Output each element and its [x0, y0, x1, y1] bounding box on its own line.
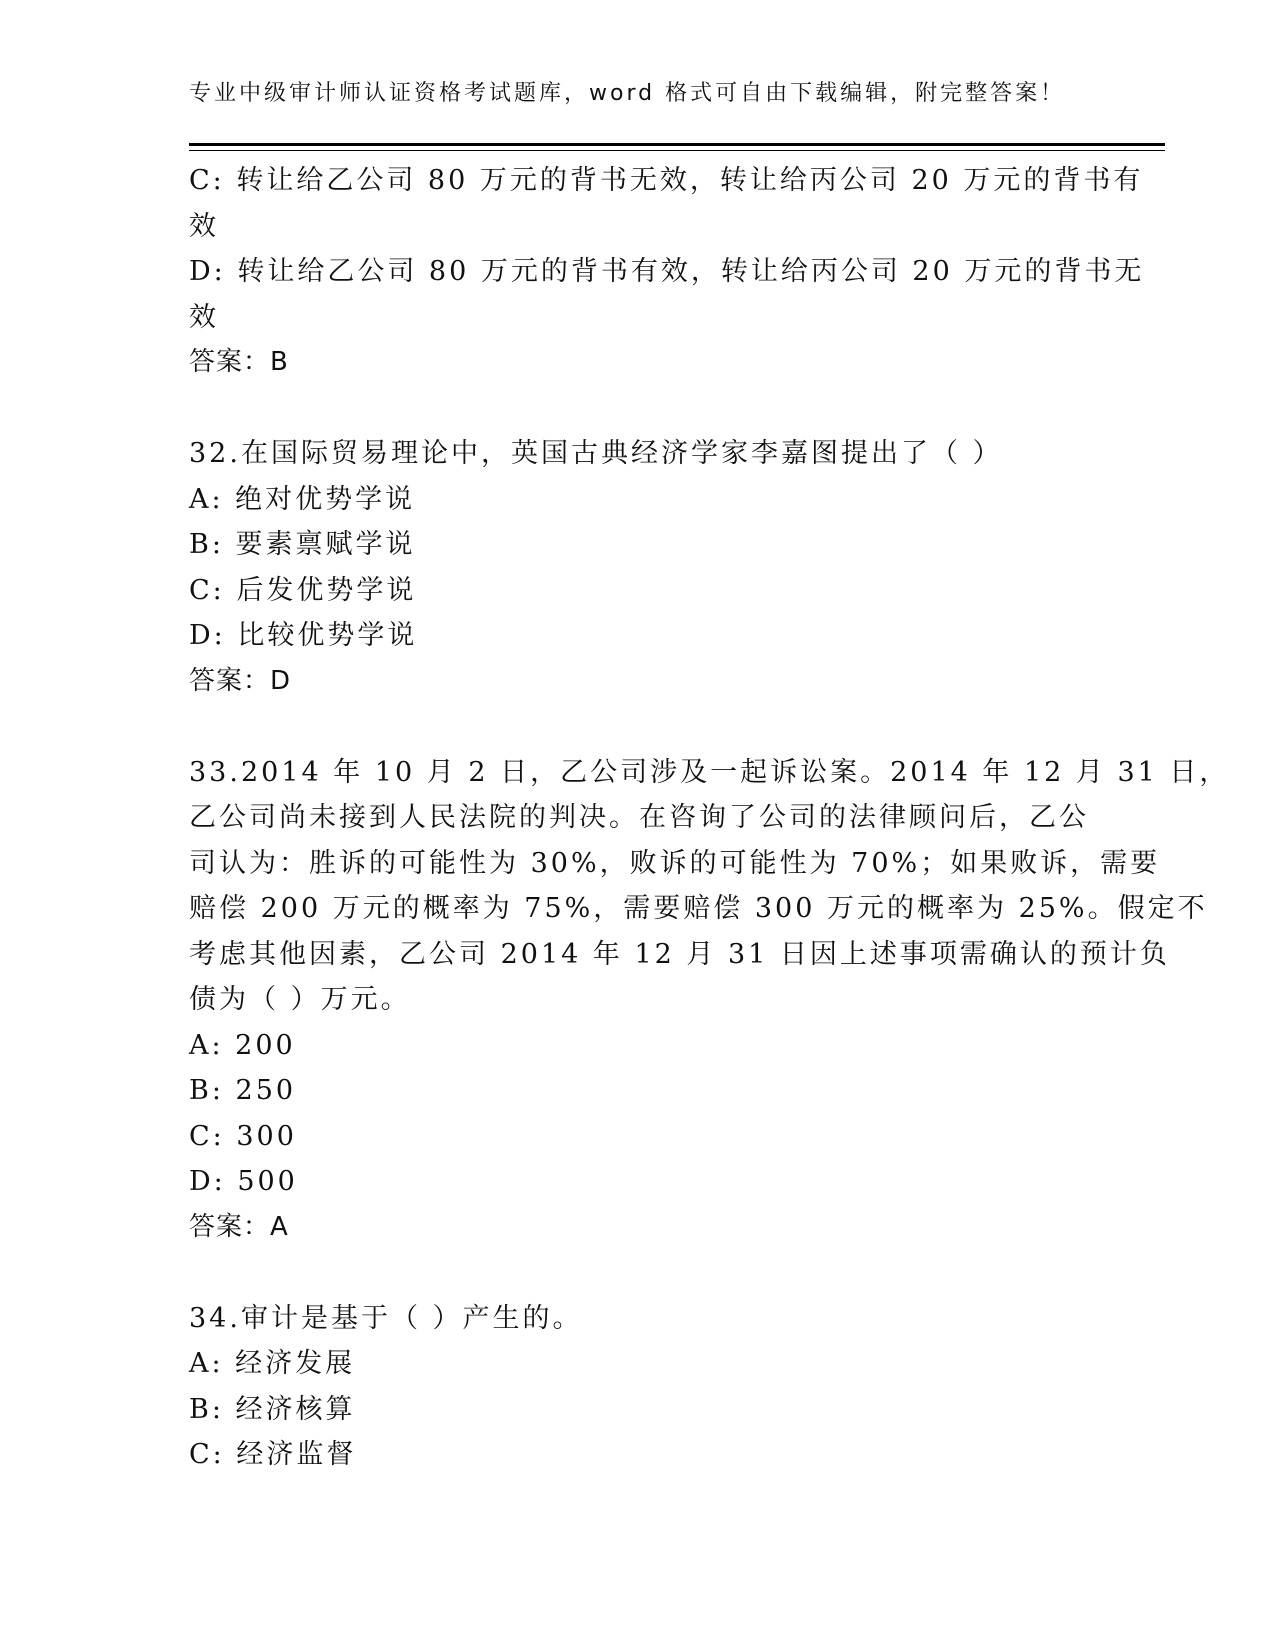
question-stem-line-2: 乙公司尚未接到人民法院的判决。在咨询了公司的法律顾问后，乙公 — [189, 802, 1089, 833]
question-stem-line-6: 债为（ ）万元。 — [189, 984, 411, 1015]
option-b: B: 经济核算 — [189, 1393, 356, 1425]
option-d-line-2: 效 — [189, 301, 219, 333]
question-stem: 32.在国际贸易理论中，英国古典经济学家李嘉图提出了（ ） — [189, 438, 1003, 469]
answer-31: 答案：B — [189, 347, 289, 377]
answer-33: 答案：A — [189, 1211, 289, 1242]
option-c-line-1: C: 转让给乙公司 80 万元的背书无效，转让给丙公司 20 万元的背书有 — [189, 165, 1144, 196]
question-31-tail — [189, 158, 1145, 386]
header-rule-thick — [189, 143, 1165, 146]
question-content — [189, 158, 1230, 1478]
question-stem-line-1: 33.2014 年 10 月 2 日，乙公司涉及一起诉讼案。2014 年 12 月 31 日， — [189, 756, 1230, 788]
header-rule-thin — [189, 150, 1165, 151]
question-stem-line-5: 考虑其他因素，乙公司 2014 年 12 月 31 日因上述事项需确认的预计负 — [189, 938, 1170, 970]
option-d: D: 500 — [189, 1166, 298, 1197]
option-c: C: 300 — [189, 1120, 297, 1152]
question-stem-line-3: 司认为：胜诉的可能性为 30%，败诉的可能性为 70%；如果败诉，需要 — [189, 847, 1161, 879]
question-stem-line-4: 赔偿 200 万元的概率为 75%，需要赔偿 300 万元的概率为 25%。假定不 — [189, 893, 1208, 924]
question-33 — [189, 750, 1230, 1251]
option-c-line-2: 效 — [189, 210, 219, 242]
option-b: B: 250 — [189, 1075, 297, 1106]
option-c: C: 经济监督 — [189, 1439, 357, 1470]
option-a: A: 绝对优势学说 — [189, 483, 416, 515]
option-a: A: 200 — [189, 1029, 296, 1061]
option-b: B: 要素禀赋学说 — [189, 529, 416, 560]
option-d: D: 比较优势学说 — [189, 620, 418, 651]
question-stem: 34.审计是基于（ ）产生的。 — [189, 1302, 583, 1334]
page-header: 专业中级审计师认证资格考试题库，word 格式可自由下载编辑，附完整答案！ — [189, 81, 1066, 106]
answer-32: 答案：D — [189, 665, 292, 696]
question-34 — [189, 1296, 1089, 1478]
question-32 — [189, 431, 1089, 704]
option-c: C: 后发优势学说 — [189, 574, 417, 606]
option-d-line-1: D: 转让给乙公司 80 万元的背书有效，转让给丙公司 20 万元的背书无 — [189, 256, 1145, 287]
option-a: A: 经济发展 — [189, 1348, 356, 1379]
